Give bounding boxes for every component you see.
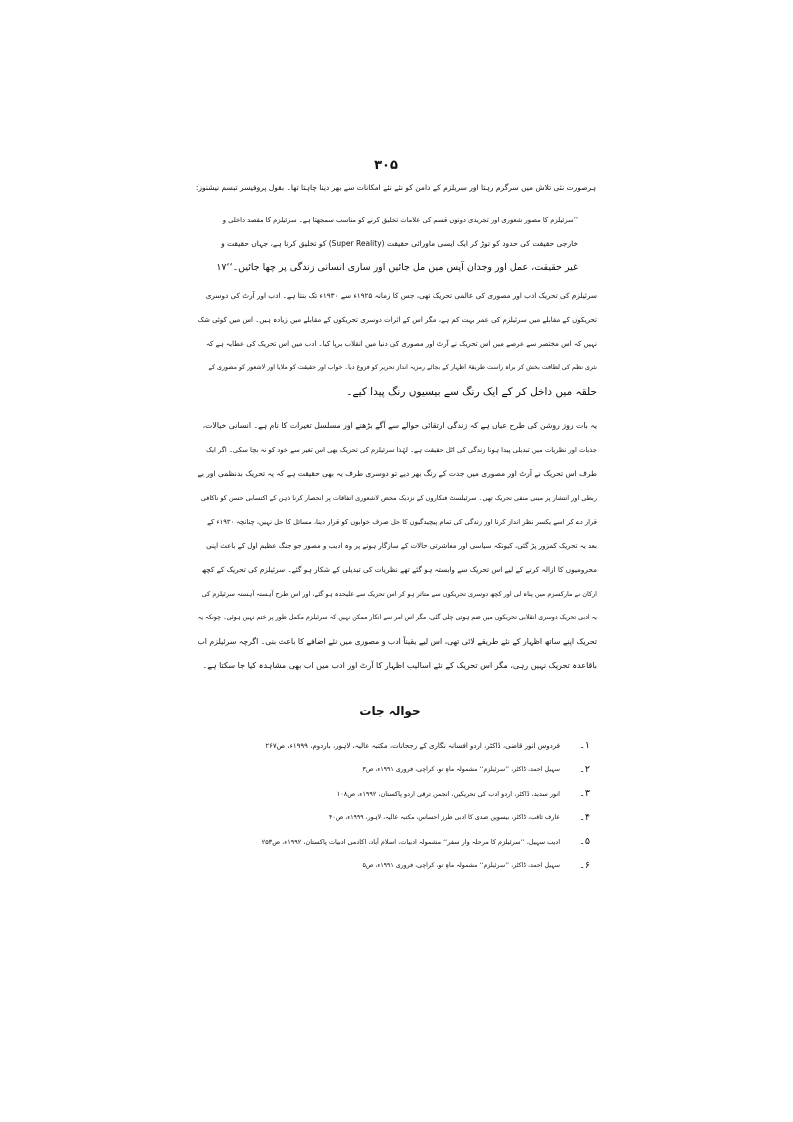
reference-number: ۵۔ [579,836,590,847]
paragraph-line: یہ بات روز روشن کی طرح عیاں ہے کہ زندگی ارتقائی حوالے سے آگے بڑھنے اور مسلسل تغیرات کا نام ہے۔ انسانی خیالات، [202,421,597,430]
intro-text: ہرصورت نئی تلاش میں سرگرم رہتا اور سریلزم کے دامن کو نئے نئے امکانات سے بھر دینا چاہتا تھا۔ بقول پروفیسر تبسم نیشنوز: [196,183,596,192]
reference-number: ۳۔ [579,788,590,799]
paragraph-line: سرئیلزم کی تحریک ادب اور مصوری کی عالمی تحریک تھی، جس کا زمانہ ۱۹۲۵ء سے ۱۹۳۰ء تک بنتا ہے۔ ادب اور آرٹ کی دوسری [205,291,597,300]
reference-text: انور سدید، ڈاکٹر، اردو ادب کی تحریکیں، انجمن ترقی اردو پاکستان، ۱۹۹۲ء، ص۱۰۸ [336,790,560,798]
reference-item [260,832,590,852]
intro-line [196,176,596,200]
reference-item [260,736,590,756]
reference-text: ادیب سہیل، ’’سرئیلزم کا مرحلہ وار سفر‘‘ مشمولہ ادبیات، اسلام آباد، اکادمی ادبیات پاکستان، ۱۹۹۲ء، ص۲۵۳ [261,838,560,846]
reference-number: ۴۔ [579,812,590,823]
reference-item [328,808,590,828]
references-heading: حوالہ جات [359,704,421,718]
paragraph-line: نثری نظم کی لطافت بخش کر براہ راست طریقۂ اظہار کے بجائے رمزیہ انداز تحریر کو فروغ دیا۔ خواب اور حقیقت کو ملایا اور لاشعور کو مصوری کے [208,364,597,371]
reference-text: فردوس انور قاضی، ڈاکٹر، اردو افسانہ نگاری کے رجحانات، مکتبہ عالیہ، لاہور، باردوم، ۱۹۹۹ء، ص۲۶۷ [265,742,560,750]
paragraph-line: حلقہ میں داخل کر کے ایک رنگ سے بیسیوں رنگ پیدا کیے۔ [346,386,597,398]
reference-item [330,784,590,804]
paragraph-line: بعد یہ تحریک کمزور پڑ گئی، کیونکہ سیاسی اور معاشرتی حالات کے سازگار ہونے پر وہ ادیب و مصور جو جنگ عظیم اول کے باعث اپنی [206,542,597,550]
paragraph-line: باقاعدہ تحریک نہیں رہی، مگر اس تحریک کے نئے اسالیب اظہار کا آرٹ اور ادب میں اب بھی مشاہدہ کیا جا سکتا ہے۔ [202,661,597,670]
block-quote [216,208,578,280]
paragraph-line: یہ ادبی تحریک دوسری انقلابی تحریکوں میں ضم ہوتی چلی گئی، مگر اس امر سے انکار ممکن نہیں کہ سرئیلزم مکمل طور پر ختم نہیں ہوئی۔ چونکہ یہ [197,614,597,621]
reference-text: سہیل احمد، ڈاکٹر، ’’سرئیلزم‘‘ مشمولہ ماہِ نو، کراچی، فروری ۱۹۹۱ء، ص۵ [362,862,560,869]
paragraph-line: تحریکوں کے مقابلے میں سرئیلزم کی عمر بہت کم ہے، مگر اس کے اثرات دوسری تحریکوں کے مقابلے میں زیادہ ہیں۔ اس میں کوئی شک [197,316,597,324]
paragraph-2 [196,414,597,678]
paragraph-line: ربطی اور انتشار پر مبنی منفی تحریک تھی۔ سرئیلسٹ فنکاروں کے نزدیک محض لاشعوری اتفاقات پر انحصار کرنا ذہن کے اکتسابی حسن کو ناکافی [200,494,597,502]
reference-number: ۶۔ [579,860,590,871]
reference-text: سہیل احمد، ڈاکٹر، ’’سرئیلزم‘‘ مشمولہ ماہِ نو، کراچی، فروری ۱۹۹۱ء، ص۳ [362,766,560,773]
quote-line: خارجی حقیقت کی حدود کو توڑ کر ایک ایسی ماورائی حقیقت (Super Reality) کو تخلیق کرنا ہے، جہاں حقیقت و [221,239,578,248]
reference-number: ۲۔ [579,764,590,775]
reference-item [360,760,590,780]
paragraph-line: محرومیوں کا ازالہ کرنے کے لیے اس تحریک سے وابستہ ہو گئے تھے نظریات کی تبدیلی کے شکار ہو گئے۔ سرئیلزم کی تحریک کے کچھ [201,565,597,574]
quote-line: غیر حقیقت، عمل اور وجدان آپس میں مل جائیں اور ساری انسانی زندگی پر چھا جائیں۔‘‘۱۷ [216,262,578,273]
page-number: ۳۰۵ [374,158,398,173]
paragraph-line: جذبات اور نظریات میں تبدیلی پیدا ہونا زندگی کی اٹل حقیقت ہے۔ لہٰذا سرئیلزم کی تحریک بھی اس تغیر سے خود کو نہ بچا سکی۔ اگر ایک [206,446,597,454]
paragraph-line: قرار دے کر اسے یکسر نظر انداز کرنا اور زندگی کی تمام پیچیدگیوں کا حل صرف خوابوں کو قرار دینا، مسائل کا حل نہیں، چنانچہ ۱۹۳۰ء کے [207,518,597,526]
reference-text: عارف ثاقب، ڈاکٹر، بیسویں صدی کا ادبی طرز احساس، مکتبہ عالیہ، لاہور، ۱۹۹۹ء، ص۴۰ [328,814,560,821]
reference-number: ۱۔ [579,740,590,751]
quote-line: ’’سرئیلزم کا مصور شعوری اور تجریدی دونوں قسم کی علامات تخلیق کرنے کو مناسب سمجھتا ہے۔ سرئیلزم کا مقصد داخلی و [222,216,578,224]
paragraph-line: طرف اس تحریک نے آرٹ اور مصوری میں جدت کے رنگ بھر دیے تو دوسری طرف یہ بھی حقیقت ہے کہ یہ تحریک بدنظمی اور بے [197,469,597,478]
paragraph-line: ارکان نے مارکسزم میں پناہ لی اور کچھ دوسری تحریکوں سے متاثر ہو کر اس تحریک سے علیحدہ ہو گئے، اور اس طرح آہستہ آہستہ سرئیلزم کی [201,590,597,598]
paragraph-line: تحریک اپنے ساتھ اظہار کے نئے طریقے لائی تھی، اس لیے یقیناً ادب و مصوری میں نئے اضافے کا باعث بنی۔ اگرچہ سرئیلزم اب [197,637,597,646]
reference-item [360,856,590,876]
paragraph-line: نہیں کہ اس مختصر سے عرصے میں اس تحریک نے آرٹ اور مصوری کی دنیا میں انقلاب برپا کیا۔ ادب میں اس تحریک کی عطایہ ہے کہ [205,340,597,348]
paragraph-1 [196,284,597,404]
